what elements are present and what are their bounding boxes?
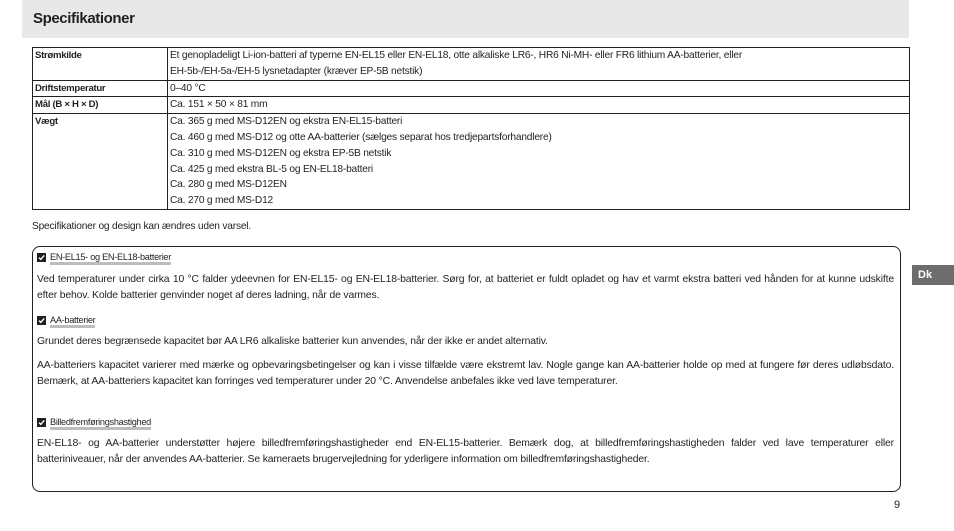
note-heading-frame-rate <box>37 417 151 427</box>
note-paragraph: EN-EL18- og AA-batterier understøtter højere billedfremføringshastigheder end EN-EL15-batterier. Bemærk dog, at billedfremføringshastigheden falder ved lave temperaturer eller batteriniveauer, når der anvendes AA-batterier. Se kameraets brugervejledning for yderligere information om billedfremføringshastigheder. <box>37 438 894 465</box>
language-tab: Dk <box>912 265 954 285</box>
table-row <box>33 48 910 81</box>
spec-value-temperature: 0–40 °C <box>168 80 910 97</box>
checkmark-box-icon <box>37 418 46 427</box>
table-row <box>33 80 910 97</box>
note-title-text: Billedfremføringshastighed <box>50 417 151 427</box>
spec-label-power: Strømkilde <box>33 48 168 81</box>
spec-line: Ca. 425 g med ekstra BL-5 og EN-EL18-batteri <box>170 163 373 175</box>
spec-line: EH-5b-/EH-5a-/EH-5 lysnetadapter (kræver EP-5B netstik) <box>170 65 423 77</box>
table-row <box>33 97 910 114</box>
checkmark-box-icon <box>37 316 46 325</box>
note-paragraph: Ved temperaturer under cirka 10 °C falder ydeevnen for EN-EL15- og EN-EL18-batterier. Sørg for, at batteriet er fuldt opladet og hav et varmt ekstra batteri ved hånden for at kunne udskifte efter behov. Kolde batterier genvinder noget af deres ladning, når de varmes. <box>37 274 894 301</box>
spec-line: Et genopladeligt Li-ion-batteri af typerne EN-EL15 eller EN-EL18, otte alkaliske LR6-, HR6 Ni-MH- eller FR6 lithium AA-batterier, eller <box>170 50 743 61</box>
spec-value-dimensions: Ca. 151 × 50 × 81 mm <box>168 97 910 114</box>
note-title <box>50 315 95 325</box>
header-band <box>22 0 909 38</box>
spec-value-weight <box>168 114 910 210</box>
note-title-text: EN-EL15- og EN-EL18-batterier <box>50 252 172 262</box>
note-title-text: AA-batterier <box>50 315 96 325</box>
spec-line: Ca. 280 g med MS-D12EN <box>170 179 287 191</box>
spec-line: Ca. 270 g med MS-D12 <box>170 195 274 207</box>
page-title: Specifikationer <box>33 10 135 27</box>
note-paragraph: Grundet deres begrænsede kapacitet bør AA LR6 alkaliske batterier kun anvendes, når der ikke er andet alternativ. <box>37 336 548 347</box>
spec-label-dimensions: Mål (B × H × D) <box>33 97 168 114</box>
note-heading-aa <box>37 315 95 325</box>
disclaimer-text: Specifikationer og design kan ændres uden varsel. <box>32 221 251 232</box>
spec-table <box>32 47 910 210</box>
spec-line: Ca. 460 g med MS-D12 og otte AA-batterier (sælges separat hos tredjepartsforhandlere) <box>170 131 552 143</box>
spec-line: Ca. 365 g med MS-D12EN og ekstra EN-EL15-batteri <box>170 116 403 128</box>
note-title <box>50 417 151 427</box>
note-paragraph: AA-batteriers kapacitet varierer med mærke og opbevaringsbetingelser og kan i visse tilfælde være ekstremt lav. Nogle gange kan AA-batterier holde op med at fungere før deres udløbsdato. Bemærk, at AA-batteriers kapacitet kan forringes ved temperaturer under 20 °C. Anvendelse anbefales ikke ved lave temperaturer. <box>37 360 894 387</box>
title-underline <box>50 325 95 328</box>
spec-label-temperature: Driftstemperatur <box>33 80 168 97</box>
title-underline <box>50 262 171 265</box>
page-number: 9 <box>894 499 901 511</box>
table-row <box>33 114 910 210</box>
spec-value-power <box>168 48 910 81</box>
spec-line: Ca. 310 g med MS-D12EN og ekstra EP-5B netstik <box>170 147 392 159</box>
checkmark-box-icon <box>37 253 46 262</box>
spec-label-weight: Vægt <box>33 114 168 210</box>
note-heading-enel <box>37 252 171 262</box>
note-title <box>50 252 171 262</box>
title-underline <box>50 427 151 430</box>
